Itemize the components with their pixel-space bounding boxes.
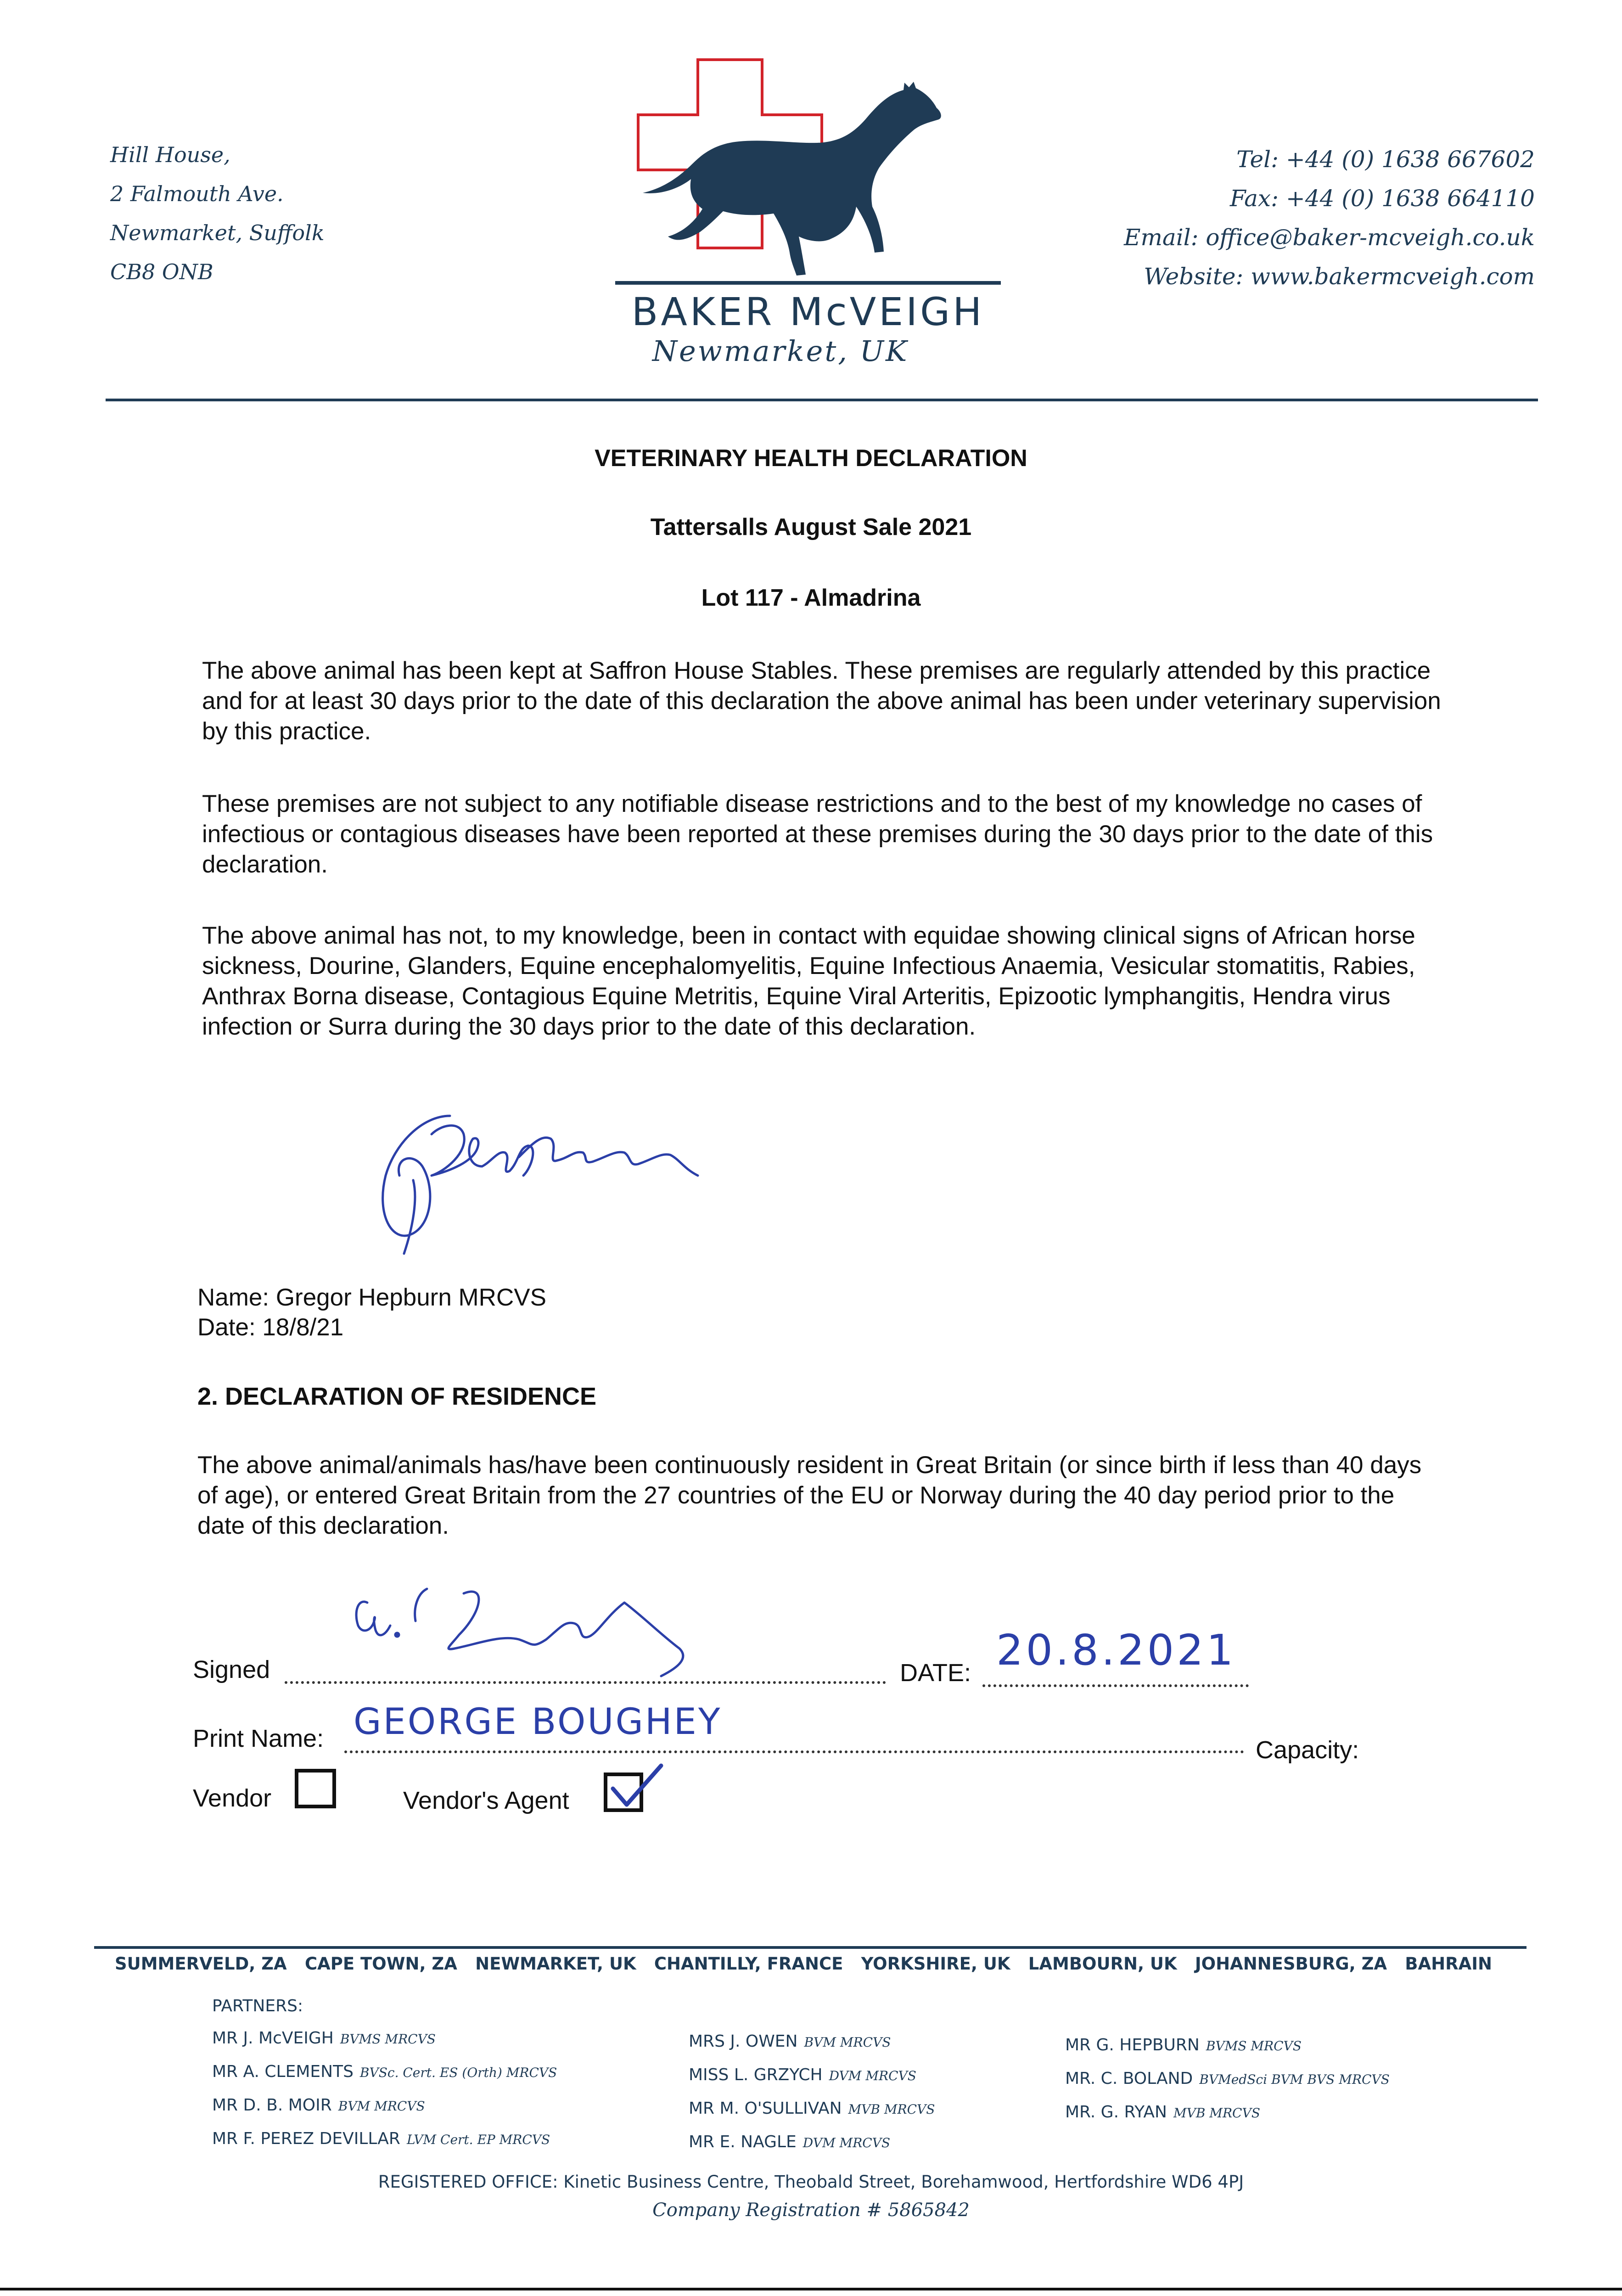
partner-name: MR M. O'SULLIVAN xyxy=(689,2099,842,2118)
sale-name: Tattersalls August Sale 2021 xyxy=(650,514,972,540)
location-item: BAHRAIN xyxy=(1405,1954,1492,1974)
partner-entry xyxy=(689,2092,935,2126)
residence-paragraph: The above animal/animals has/have been continuously resident in Great Britain (or since birth if less than 40 days of age), or entered Great Britain from the 27 countries of the EU or Norway during the 40 day period prior to the date of this declaration. xyxy=(197,1452,1422,1539)
location-item: LAMBOURN, UK xyxy=(1028,1954,1177,1974)
partners-column xyxy=(212,2022,557,2156)
partner-qualifications: MVB MRCVS xyxy=(848,2102,935,2117)
partner-qualifications: BVMedSci BVM BVS MRCVS xyxy=(1199,2072,1390,2087)
partner-entry xyxy=(212,2089,557,2122)
partner-entry xyxy=(689,2059,935,2092)
partner-entry xyxy=(1065,2029,1390,2062)
location-item: CHANTILLY, FRANCE xyxy=(654,1954,843,1974)
vendors-agent-label: Vendor's Agent xyxy=(403,1787,569,1814)
contact-website[interactable]: Website: www.bakermcveigh.com xyxy=(1144,263,1535,290)
partner-qualifications: BVMS MRCVS xyxy=(340,2032,436,2047)
declaration-paragraph: The above animal has not, to my knowledge, been in contact with equidae showing clinical signs of African horse sickness, Dourine, Glanders, Equine encephalomyelitis, Equine Infectious Anaemia, Vesicular stomatitis, Rabies, Anthrax Borna disease, Contagious Equine Metritis, Equine Viral Arteritis, Epizootic lymphangitis, Hendra virus infection or Surra during the 30 days prior to the date of this declaration. xyxy=(202,922,1415,1040)
document-title: VETERINARY HEALTH DECLARATION xyxy=(595,445,1027,472)
partner-qualifications: DVM MRCVS xyxy=(829,2068,916,2083)
partner-name: MR F. PEREZ DEVILLAR xyxy=(212,2129,400,2148)
print-name-label: Print Name: xyxy=(193,1725,324,1752)
header-divider xyxy=(106,399,1538,401)
partner-entry xyxy=(212,2122,557,2156)
vendor-label: Vendor xyxy=(193,1784,272,1812)
horse-and-cross-logo-icon xyxy=(615,55,1001,294)
partner-name: MR D. B. MOIR xyxy=(212,2096,332,2115)
address-line: 2 Falmouth Ave. xyxy=(110,181,284,206)
partner-name: MRS J. OWEN xyxy=(689,2032,798,2051)
vet-signature xyxy=(367,1107,716,1258)
date-label: DATE: xyxy=(900,1659,971,1687)
address-line: CB8 ONB xyxy=(110,259,213,284)
print-name-value[interactable]: GEORGE BOUGHEY xyxy=(354,1701,722,1743)
partner-qualifications: BVM MRCVS xyxy=(804,2035,891,2050)
address-line: Newmarket, Suffolk xyxy=(110,220,325,245)
declaration-paragraph: These premises are not subject to any notifiable disease restrictions and to the best of my knowledge no cases of infectious or contagious diseases have been reported at these premises during the 30 days prior to the date of this declaration. xyxy=(202,790,1433,878)
capacity-label: Capacity: xyxy=(1256,1736,1359,1764)
location-item: YORKSHIRE, UK xyxy=(861,1954,1010,1974)
partner-entry xyxy=(1065,2062,1390,2096)
contact-fax: Fax: +44 (0) 1638 664110 xyxy=(1229,185,1535,212)
partners-column xyxy=(1065,2029,1390,2129)
vet-date: Date: 18/8/21 xyxy=(197,1314,344,1341)
brand-name: BAKER McVEIGH xyxy=(631,289,985,334)
registered-office: REGISTERED OFFICE: Kinetic Business Centre, Theobald Street, Borehamwood, Hertfordshire WD6 4PJ xyxy=(378,2172,1244,2192)
partner-entry xyxy=(212,2022,557,2055)
partner-name: MR E. NAGLE xyxy=(689,2133,797,2151)
checkmark-icon xyxy=(599,1752,668,1821)
section-heading: 2. DECLARATION OF RESIDENCE xyxy=(197,1383,597,1410)
partner-name: MR. C. BOLAND xyxy=(1065,2069,1193,2088)
partner-qualifications: MVB MRCVS xyxy=(1173,2105,1260,2121)
brand-location: Newmarket, UK xyxy=(652,334,909,368)
footer-divider xyxy=(94,1946,1527,1949)
location-item: CAPE TOWN, ZA xyxy=(304,1954,457,1974)
partner-name: MR G. HEPBURN xyxy=(1065,2036,1200,2054)
vet-name: Name: Gregor Hepburn MRCVS xyxy=(197,1284,546,1311)
location-item: JOHANNESBURG, ZA xyxy=(1195,1954,1387,1974)
partner-qualifications: BVMS MRCVS xyxy=(1206,2038,1302,2054)
letterhead-contact xyxy=(1124,140,1535,296)
declaration-paragraph: The above animal has been kept at Saffron House Stables. These premises are regularly attended by this practice and for at least 30 days prior to the date of this declaration the above animal has been under veterinary supervision by this practice. xyxy=(202,657,1441,745)
partner-qualifications: BVM MRCVS xyxy=(338,2099,425,2114)
location-item: NEWMARKET, UK xyxy=(475,1954,636,1974)
partner-name: MR J. McVEIGH xyxy=(212,2029,334,2048)
partners-column xyxy=(689,2025,935,2159)
partner-entry xyxy=(212,2055,557,2089)
address-line: Hill House, xyxy=(110,142,230,167)
location-item: SUMMERVELD, ZA xyxy=(115,1954,287,1974)
contact-tel: Tel: +44 (0) 1638 667602 xyxy=(1236,146,1535,173)
partner-name: MISS L. GRZYCH xyxy=(689,2065,823,2084)
partners-heading: PARTNERS: xyxy=(212,1997,303,2015)
vendor-checkbox[interactable] xyxy=(295,1769,336,1808)
partner-entry xyxy=(689,2126,935,2159)
partner-name: MR A. CLEMENTS xyxy=(212,2062,354,2081)
partner-name: MR. G. RYAN xyxy=(1065,2103,1167,2122)
partner-entry xyxy=(1065,2096,1390,2129)
partner-qualifications: LVM Cert. EP MRCVS xyxy=(406,2132,550,2147)
signed-date-value[interactable]: 20.8.2021 xyxy=(996,1626,1236,1675)
letterhead-address xyxy=(110,135,325,292)
signed-label: Signed xyxy=(193,1656,270,1683)
partner-qualifications: DVM MRCVS xyxy=(803,2135,891,2150)
company-registration: Company Registration # 5865842 xyxy=(652,2200,970,2221)
lot-title: Lot 117 - Almadrina xyxy=(701,585,921,611)
partner-entry xyxy=(689,2025,935,2059)
office-locations xyxy=(115,1954,1492,1974)
page-bottom-rule xyxy=(0,2288,1622,2290)
contact-email[interactable]: Email: office@baker-mcveigh.co.uk xyxy=(1123,224,1535,251)
vendor-signature xyxy=(340,1570,721,1690)
partner-qualifications: BVSc. Cert. ES (Orth) MRCVS xyxy=(359,2065,557,2080)
